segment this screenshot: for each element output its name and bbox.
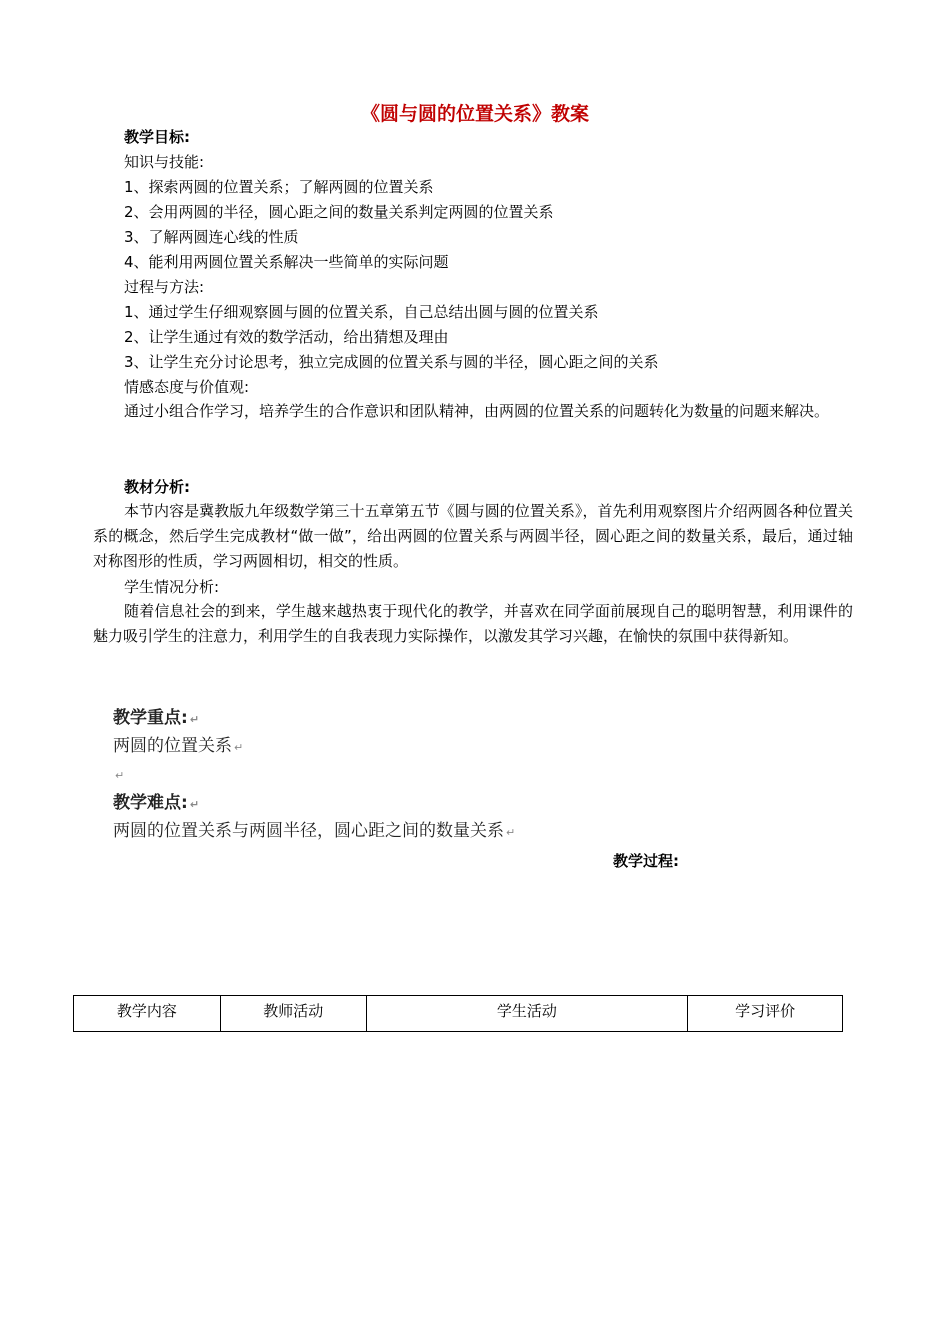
key-point-text [113,735,243,759]
difficulty-text-body: 两圆的位置关系与两圆半径，圆心距之间的数量关系 [113,821,504,841]
process-item-3: 3、让学生充分讨论思考，独立完成圆的位置关系与圆的半径，圆心距之间的关系 [124,353,659,371]
table-header-evaluation: 学习评价 [688,996,843,1032]
lesson-table [73,995,843,1032]
table-header-row [74,996,843,1032]
paragraph-mark: ↵ [189,798,200,811]
difficulty-heading [113,792,199,816]
key-point-heading-text: 教学重点: [113,708,188,728]
student-analysis-paragraph: 随着信息社会的到来，学生越来越热衷于现代化的教学，并喜欢在同学面前展现自己的聪明智慧，利用课件的魅力吸引学生的注意力，利用学生的自我表现力实际操作，以激发其学习兴趣，在愉快的氛围中获得新知。 [93,602,853,645]
knowledge-item-2: 2、会用两圆的半径，圆心距之间的数量关系判定两圆的位置关系 [124,203,554,221]
student-analysis-heading: 学生情况分析: [124,578,220,596]
knowledge-heading: 知识与技能: [124,153,205,171]
table-header-student: 学生活动 [366,996,688,1032]
process-item-1: 1、通过学生仔细观察圆与圆的位置关系，自己总结出圆与圆的位置关系 [124,303,599,321]
knowledge-item-3: 3、了解两圆连心线的性质 [124,228,299,246]
empty-line [113,763,124,787]
document-title: 《圆与圆的位置关系》教案 [360,103,589,125]
process-item-2: 2、让学生通过有效的数学活动，给出猜想及理由 [124,328,449,346]
key-point-heading [113,707,199,731]
attitude-paragraph: 通过小组合作学习，培养学生的合作意识和团队精神，由两圆的位置关系的问题转化为数量的问题来解决。 [124,402,830,420]
paragraph-mark: ↵ [234,741,244,754]
process-heading: 过程与方法: [124,278,205,296]
objectives-heading: 教学目标: [124,128,190,146]
difficulty-text [113,820,515,844]
knowledge-item-1: 1、探索两圆的位置关系；了解两圆的位置关系 [124,178,434,196]
analysis-paragraph: 本节内容是冀教版九年级数学第三十五章第五节《圆与圆的位置关系》，首先利用观察图片介绍两圆各种位置关系的概念，然后学生完成教材“做一做”，给出两圆的位置关系与两圆半径，圆心距之间的数量关系，最后，通过轴对称图形的性质，学习两圆相切，相交的性质。 [93,502,853,570]
paragraph-mark: ↵ [115,769,125,782]
table-header-content: 教学内容 [74,996,221,1032]
paragraph-mark: ↵ [506,826,516,839]
process-title: 教学过程: [613,852,679,870]
analysis-heading: 教材分析: [124,478,190,496]
attitude-heading: 情感态度与价值观: [124,378,250,396]
key-point-text-body: 两圆的位置关系 [113,736,232,756]
difficulty-heading-text: 教学难点: [113,793,188,813]
knowledge-item-4: 4、能利用两圆位置关系解决一些简单的实际问题 [124,253,449,271]
paragraph-mark: ↵ [189,713,200,726]
table-header-teacher: 教师活动 [220,996,366,1032]
